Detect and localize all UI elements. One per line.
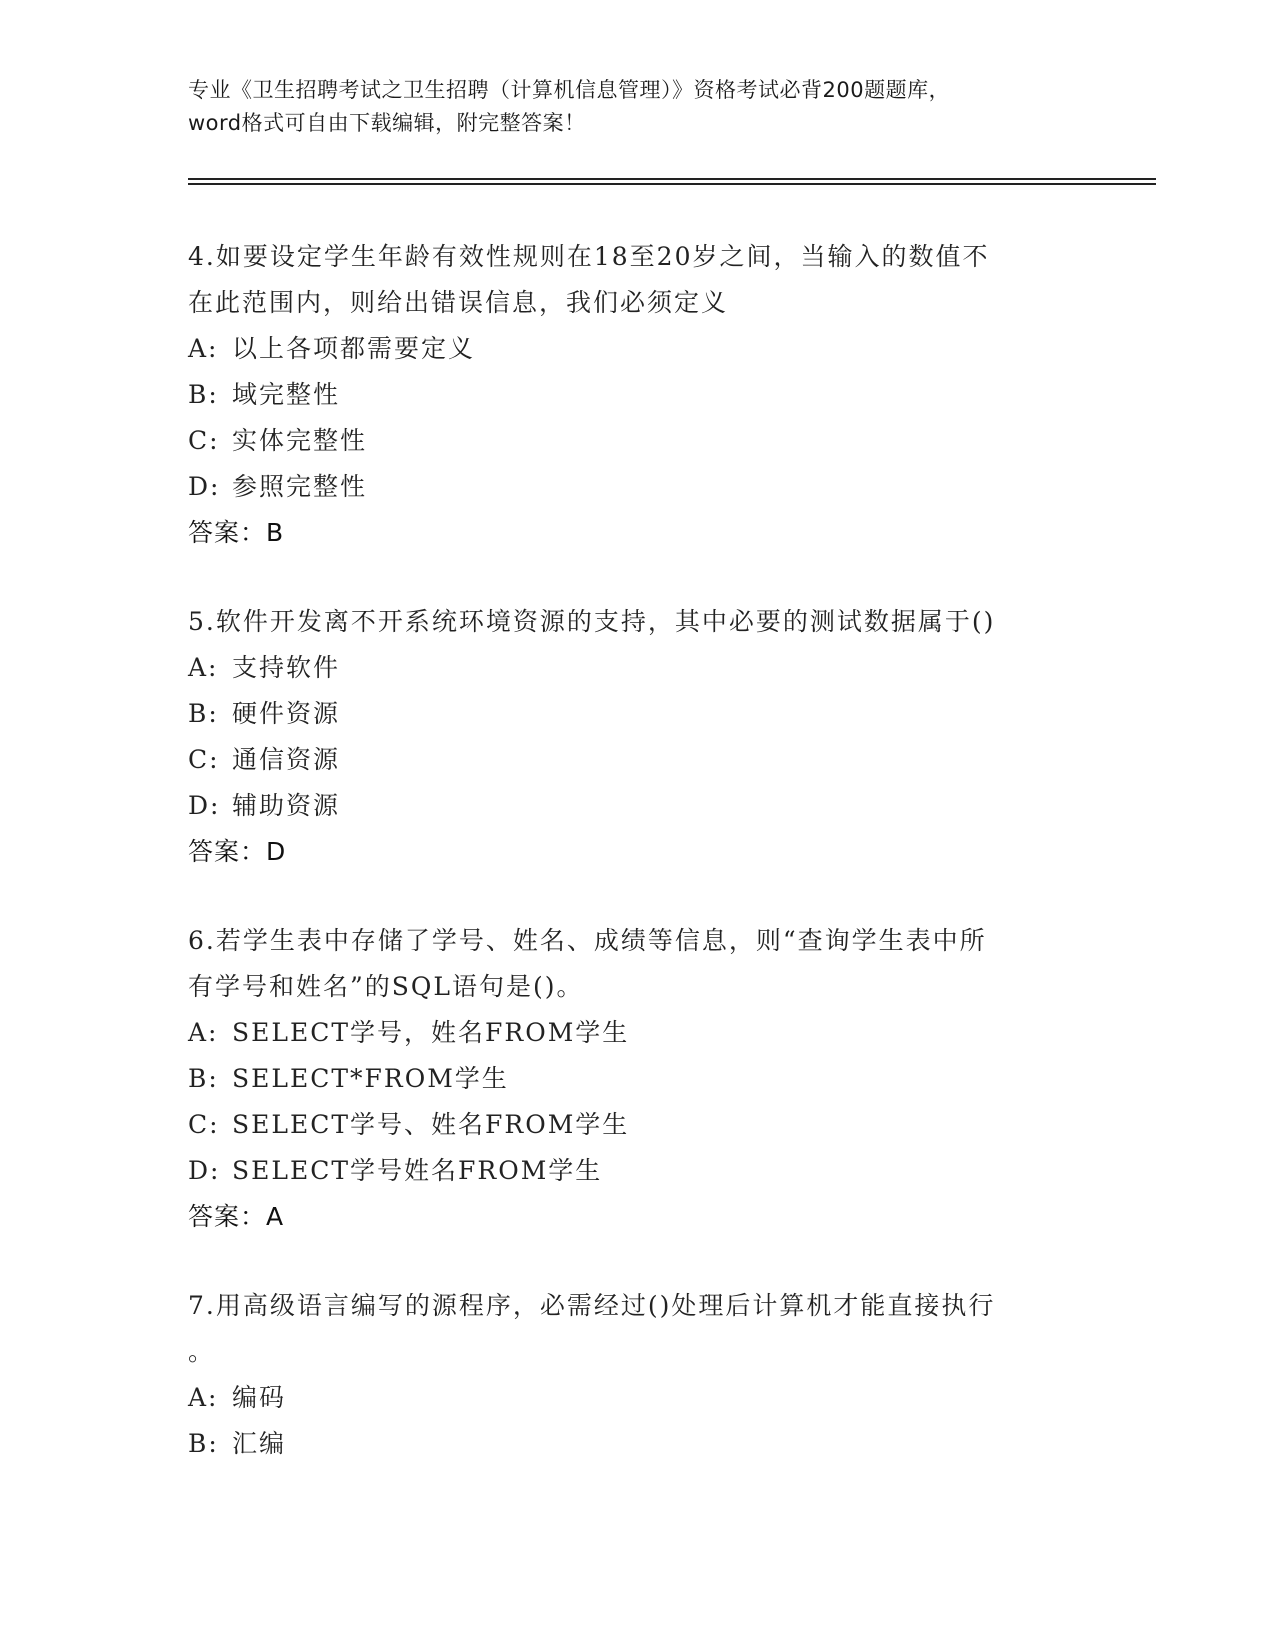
option-label: A: — [188, 1383, 219, 1412]
question-6-option-c — [188, 1102, 1068, 1148]
option-text: 参照完整性 — [232, 472, 368, 501]
question-7-option-a — [188, 1375, 1068, 1421]
question-6-option-d — [188, 1148, 1068, 1194]
question-5-text-line-1: 5.软件开发离不开系统环境资源的支持，其中必要的测试数据属于() — [188, 607, 996, 636]
question-7-option-b — [188, 1421, 1068, 1467]
option-text: 实体完整性 — [232, 426, 368, 455]
option-text: SELECT学号姓名FROM学生 — [232, 1156, 603, 1185]
question-5-option-c — [188, 737, 1068, 783]
question-7-text-line-2: 。 — [188, 1337, 216, 1366]
question-5-option-b — [188, 691, 1068, 737]
question-5 — [188, 599, 1068, 875]
document-header — [188, 74, 1108, 140]
option-label: B: — [188, 1064, 219, 1093]
option-text: SELECT学号，姓名FROM学生 — [232, 1018, 630, 1047]
question-5-answer: 答案：D — [188, 837, 287, 866]
header-rule-top — [188, 178, 1156, 180]
header-line-1: 专业《卫生招聘考试之卫生招聘（计算机信息管理）》资格考试必背200题题库， — [188, 78, 951, 102]
option-label: C: — [188, 1110, 220, 1139]
option-label: B: — [188, 380, 219, 409]
option-text: SELECT学号、姓名FROM学生 — [232, 1110, 630, 1139]
option-text: 编码 — [232, 1383, 287, 1412]
option-label: B: — [188, 1429, 219, 1458]
question-list — [188, 234, 1068, 1510]
question-4-option-c — [188, 418, 1068, 464]
option-label: A: — [188, 1018, 219, 1047]
question-4-text-line-1: 4.如要设定学生年龄有效性规则在18至20岁之间，当输入的数值不 — [188, 242, 990, 271]
option-label: A: — [188, 653, 219, 682]
option-label: C: — [188, 745, 220, 774]
header-rule-bottom — [188, 183, 1156, 185]
option-text: 域完整性 — [232, 380, 341, 409]
option-text: 支持软件 — [232, 653, 341, 682]
option-text: 通信资源 — [232, 745, 341, 774]
option-label: D: — [188, 472, 221, 501]
option-label: D: — [188, 1156, 221, 1185]
question-6-option-a — [188, 1010, 1068, 1056]
question-6-option-b — [188, 1056, 1068, 1102]
question-6-text-line-2: 有学号和姓名”的SQL语句是()。 — [188, 972, 584, 1001]
option-label: D: — [188, 791, 221, 820]
header-line-2: word格式可自由下载编辑，附完整答案！ — [188, 111, 586, 135]
option-label: C: — [188, 426, 220, 455]
question-6-answer: 答案：A — [188, 1202, 285, 1231]
option-text: 以上各项都需要定义 — [232, 334, 476, 363]
question-4-text-line-2: 在此范围内，则给出错误信息，我们必须定义 — [188, 288, 729, 317]
question-4-answer: 答案：B — [188, 518, 285, 547]
question-4-option-d — [188, 464, 1068, 510]
option-label: A: — [188, 334, 219, 363]
question-4 — [188, 234, 1068, 556]
option-text: SELECT*FROM学生 — [232, 1064, 509, 1093]
question-7 — [188, 1283, 1068, 1467]
option-text: 硬件资源 — [232, 699, 341, 728]
question-5-option-a — [188, 645, 1068, 691]
question-5-option-d — [188, 783, 1068, 829]
question-4-option-b — [188, 372, 1068, 418]
question-4-option-a — [188, 326, 1068, 372]
question-7-text-line-1: 7.用高级语言编写的源程序，必需经过()处理后计算机才能直接执行 — [188, 1291, 996, 1320]
option-text: 辅助资源 — [232, 791, 341, 820]
option-text: 汇编 — [232, 1429, 287, 1458]
question-6 — [188, 918, 1068, 1240]
question-6-text-line-1: 6.若学生表中存储了学号、姓名、成绩等信息，则“查询学生表中所 — [188, 926, 987, 955]
option-label: B: — [188, 699, 219, 728]
